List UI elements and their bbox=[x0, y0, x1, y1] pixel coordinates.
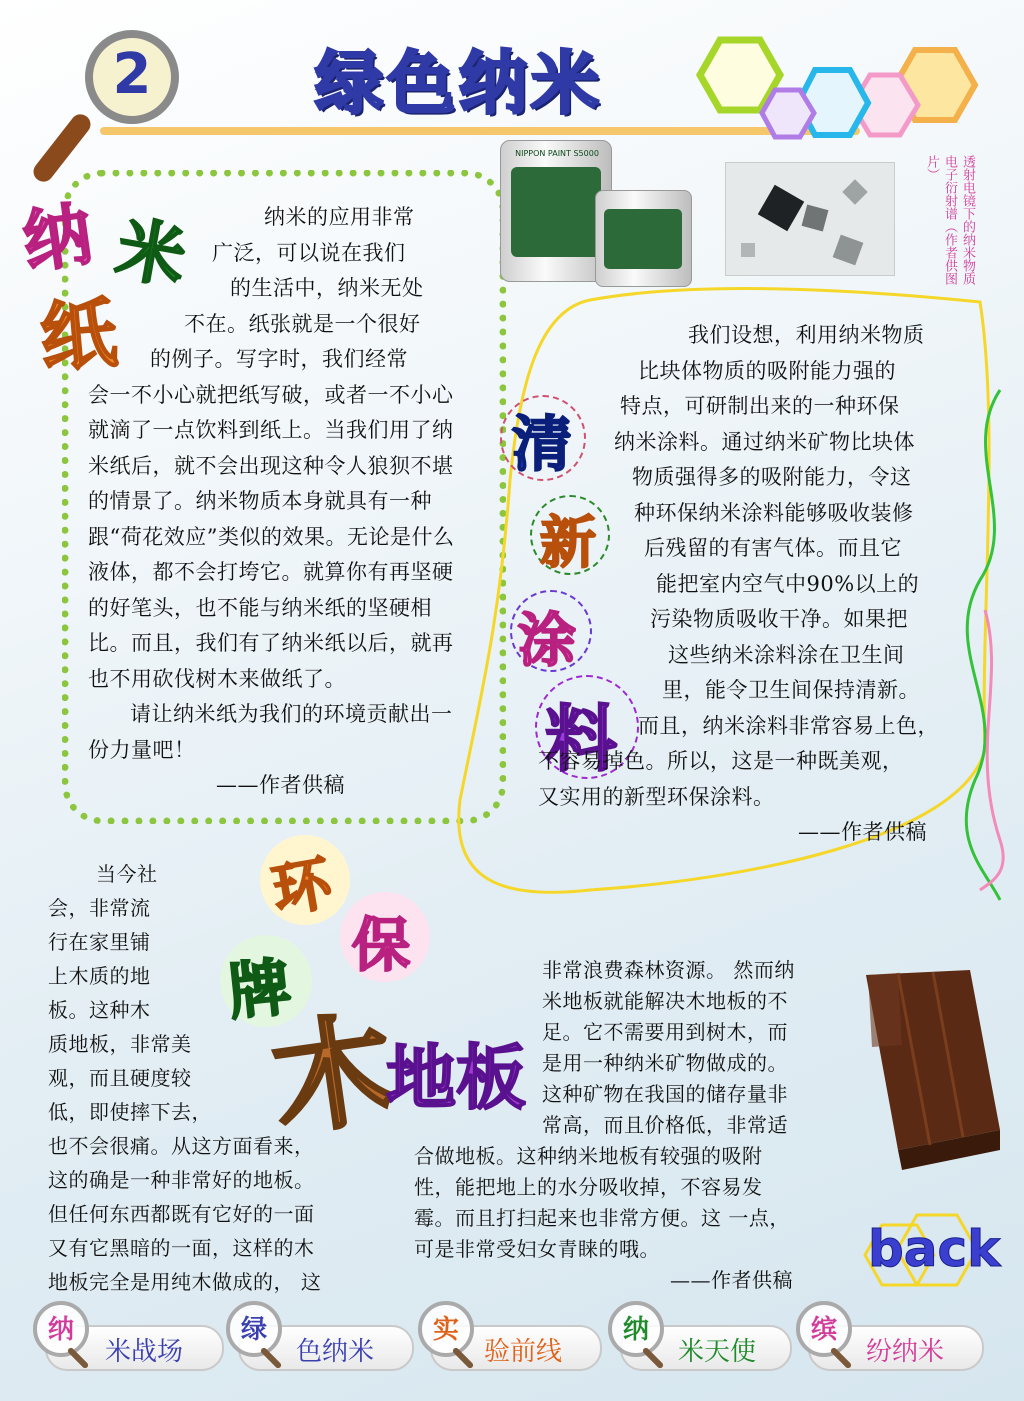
text-line: 这的确是一种非常好的地板。 bbox=[48, 1168, 315, 1192]
crystal-shape bbox=[842, 179, 867, 204]
text-line: 的生活中，纳米无处 bbox=[230, 276, 424, 300]
text-line: 也不会很痛。从这方面看来， bbox=[48, 1134, 315, 1158]
crystal-shape bbox=[833, 235, 864, 266]
text-line: 会，非常流 bbox=[48, 896, 151, 920]
hexagon-decoration-icon bbox=[690, 35, 990, 145]
text-line: 可是非常受妇女青睐的哦。 bbox=[414, 1237, 660, 1261]
nav-label: 米战场 bbox=[105, 1337, 184, 1367]
heading-char: 环 bbox=[267, 848, 337, 926]
text-line: 后残留的有害气体。而且它 bbox=[644, 536, 902, 560]
text-line: 我们设想，利用纳米物质 bbox=[688, 323, 925, 347]
text-line: 能把室内空气中90%以上的 bbox=[656, 571, 920, 596]
magnifier-icon bbox=[608, 1301, 664, 1357]
text-line: 足。它不需要用到树木，而 bbox=[542, 1020, 788, 1044]
page-title: 绿色纳米 bbox=[315, 45, 604, 124]
text-line: 这些纳米涂料涂在卫生间 bbox=[668, 642, 905, 667]
microscope-caption: 透射电镜下的纳米物质电子衍射谱（作者供图片） bbox=[924, 155, 975, 285]
heading-char: 保 bbox=[352, 911, 411, 979]
nav-label: 纷纳米 bbox=[866, 1337, 945, 1367]
can-label bbox=[511, 167, 601, 257]
nav-button-nano-angel[interactable] bbox=[620, 1315, 792, 1371]
paint-can-small bbox=[595, 190, 692, 287]
text-line: 不在。纸张就是一个很好 bbox=[184, 311, 421, 336]
text-line: 霉。而且打扫起来也非常方便。这 一点， bbox=[414, 1206, 790, 1230]
crystal-shape bbox=[802, 205, 829, 232]
text-line: 地板完全是用纯木做成的， 这 bbox=[48, 1270, 322, 1294]
heading-char: 清 bbox=[512, 410, 572, 480]
text-line: 又有它黑暗的一面，这样的木 bbox=[48, 1236, 315, 1260]
heading-char: 纳 bbox=[18, 195, 98, 284]
text-line: 上木质的地 bbox=[48, 964, 151, 988]
text-line: 不容易掉色。所以，这是一种既美观， bbox=[538, 749, 904, 773]
text-line: 非常浪费森林资源。 然而纳 bbox=[542, 958, 795, 982]
heading-char: 料 bbox=[545, 697, 618, 781]
heading-char: 木 bbox=[264, 999, 403, 1154]
text-line: 观，而且硬度较 bbox=[48, 1066, 192, 1090]
page-number: 2 bbox=[112, 42, 152, 107]
back-button[interactable] bbox=[862, 1210, 1001, 1295]
text-line: 板。这种木 bbox=[48, 998, 151, 1022]
text-line: 纳米的应用非常 bbox=[264, 205, 415, 229]
text-line: 这种矿物在我国的储存量非 bbox=[542, 1082, 788, 1106]
eco-floor-right-text bbox=[414, 955, 864, 1296]
can-label bbox=[604, 209, 682, 269]
nav-label: 验前线 bbox=[484, 1337, 563, 1367]
paragraph: 会一不小心就把纸写破，或者一不小心就滴了一点饮料到纸上。当我们用了纳米纸后，就不会出现这种令人狼狈不堪的情景了。纳米物质本身就具有一种跟“荷花效应”类似的效果。无论是什么液体，都不会打垮它。就算你有再坚硬的好笔头，也不能与纳米纸的坚硬相比。而且，我们有了纳米纸以后，就再也不用砍伐树木来做纸了。 bbox=[88, 382, 455, 691]
text-line: 而且，纳米涂料非常容易上色， bbox=[638, 713, 939, 738]
nano-paper-text bbox=[88, 200, 468, 804]
text-line: 比块体物质的吸附能力强的 bbox=[638, 358, 896, 383]
credit: ——作者供稿 bbox=[798, 820, 927, 844]
magnifier-icon bbox=[796, 1301, 852, 1357]
can-brand: NIPPON PAINT S5000 bbox=[515, 149, 599, 158]
text-line: 纳米涂料。通过纳米矿物比块体 bbox=[614, 429, 915, 454]
text-line: 又实用的新型环保涂料。 bbox=[538, 784, 775, 809]
nav-badge: 缤 bbox=[810, 1315, 837, 1345]
text-line: 种环保纳米涂料能够吸收装修 bbox=[634, 500, 914, 525]
back-label: back bbox=[868, 1220, 1001, 1278]
nav-badge: 绿 bbox=[240, 1315, 267, 1345]
magnifier-icon bbox=[418, 1301, 474, 1357]
nav-button-colorful-nano[interactable] bbox=[808, 1315, 984, 1371]
text-line: 特点，可研制出来的一种环保 bbox=[620, 394, 900, 418]
magnifier-icon bbox=[33, 1301, 89, 1357]
nav-badge: 实 bbox=[432, 1315, 459, 1345]
text-line: 米地板就能解决木地板的不 bbox=[542, 989, 788, 1013]
eco-floor-left-text bbox=[48, 857, 388, 1299]
magnifier-icon bbox=[226, 1301, 282, 1357]
text-line: 里，能令卫生间保持清新。 bbox=[662, 678, 920, 702]
text-line: 行在家里铺 bbox=[48, 930, 151, 954]
paint-can-image bbox=[500, 140, 710, 290]
heading-char: 涂 bbox=[518, 606, 577, 674]
paragraph: 请让纳米纸为我们的环境贡献出一份力量吧！ bbox=[88, 702, 453, 762]
crystal-shape bbox=[758, 185, 804, 231]
text-line: 但任何东西都既有它好的一面 bbox=[48, 1202, 315, 1226]
fresh-paint-text bbox=[538, 318, 978, 851]
credit: ——作者供稿 bbox=[670, 1268, 793, 1292]
text-line: 合做地板。这种纳米地板有较强的吸附 bbox=[414, 1144, 763, 1168]
heading-char: 牌 bbox=[224, 949, 295, 1030]
credit: ——作者供稿 bbox=[216, 773, 345, 797]
nav-label: 色纳米 bbox=[296, 1337, 375, 1367]
heading-char: 纸 bbox=[36, 287, 121, 384]
wood-floor-image bbox=[858, 965, 1008, 1175]
nav-label: 米天使 bbox=[678, 1337, 757, 1367]
heading-word: 地板 bbox=[386, 1037, 526, 1119]
page-number-badge bbox=[85, 30, 179, 124]
text-line: 当今社 bbox=[96, 862, 158, 886]
text-line: 广泛，可以说在我们 bbox=[212, 240, 406, 265]
text-line: 是用一种纳米矿物做成的。 bbox=[542, 1051, 788, 1075]
nav-button-lab-frontline[interactable] bbox=[430, 1315, 602, 1371]
text-line: 污染物质吸收干净。如果把 bbox=[650, 607, 908, 631]
heading-char: 新 bbox=[540, 511, 596, 576]
microscope-image bbox=[725, 162, 895, 276]
nav-badge: 纳 bbox=[622, 1315, 649, 1345]
nav-button-green-nano[interactable] bbox=[238, 1315, 414, 1371]
nav-badge: 纳 bbox=[47, 1315, 74, 1345]
nav-button-nano-battlefield[interactable] bbox=[45, 1315, 224, 1371]
text-line: 常高，而且价格低，非常适 bbox=[542, 1113, 788, 1137]
text-line: 性，能把地上的水分吸收掉，不容易发 bbox=[414, 1175, 763, 1199]
text-line: 的例子。写字时，我们经常 bbox=[150, 347, 408, 371]
text-line: 质地板，非常美 bbox=[48, 1032, 192, 1056]
text-line: 物质强得多的吸附能力，令这 bbox=[632, 465, 912, 489]
text-line: 低，即使摔下去， bbox=[48, 1100, 212, 1124]
heading-char: 米 bbox=[110, 209, 192, 300]
crystal-shape bbox=[741, 243, 755, 257]
